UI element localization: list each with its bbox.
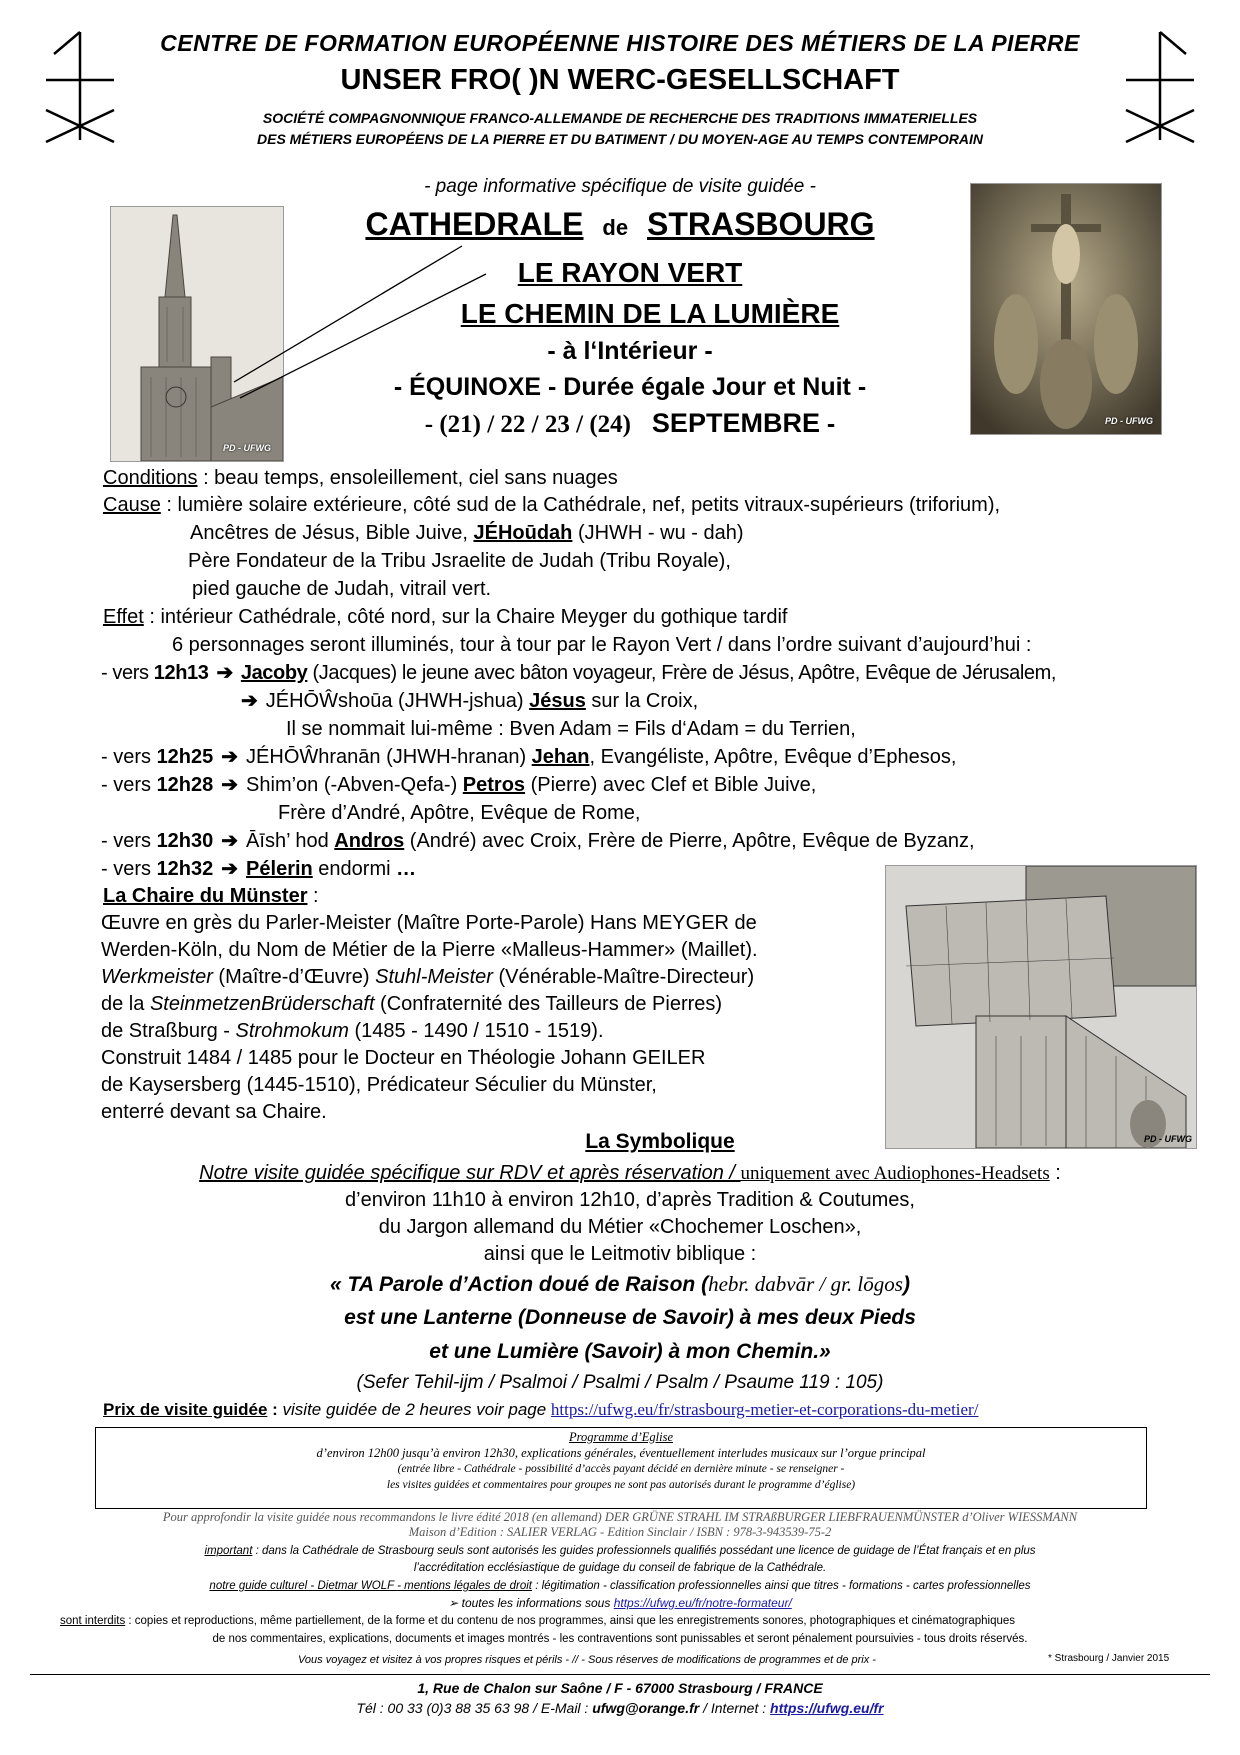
symbolique-colon: : — [1049, 1162, 1061, 1184]
photo-credit-right: PD - UFWG — [1105, 416, 1153, 426]
month-text: SEPTEMBRE — [651, 408, 820, 438]
row-text: JÉHŌŴshoūa (JHWH-jshua) — [265, 690, 530, 712]
cause-text: : lumière solaire extérieure, côté sud de la Cathédrale, nef, petits vitraux-supérieurs (triforium), — [160, 494, 1001, 516]
cathedral-title-b: STRASBOURG — [646, 206, 875, 242]
schedule-row-6: Frère d’André, Apôtre, Evêque de Rome, — [278, 802, 641, 824]
chaire-text: (1485 - 1490 / 1510 - 1519). — [348, 1020, 604, 1042]
row-prefix: - vers — [101, 774, 157, 796]
row-time: 12h28 — [156, 774, 214, 796]
quote-line-3: et une Lumière (Savoir) à mon Chemin.» — [429, 1340, 831, 1363]
brotherhood-name: SteinmetzenBrüderschaft — [149, 993, 375, 1015]
programme-line-3: les visites guidées et commentaires pour groupes ne sont pas autorisés durant le programme d’église) — [386, 1479, 856, 1491]
programme-line-2: (entrée libre - Cathédrale - possibilité d’accès payant décidé en dernière minute - se renseigner - — [397, 1463, 845, 1475]
arrow-icon: ➔ — [221, 830, 239, 852]
important-line-2: l’accréditation ecclésiastique de guidage du conseil de fabrique de la Cathédrale. — [413, 1562, 827, 1574]
arrow-icon: ➔ — [241, 690, 258, 712]
conditions-label: Conditions — [103, 467, 198, 489]
chaire-line-5 — [101, 1018, 604, 1044]
date-note: * Strasbourg / Janvier 2015 — [1048, 1653, 1170, 1664]
quote-line-2: est une Lanterne (Donneuse de Savoir) à mes deux Pieds — [344, 1306, 916, 1329]
cause-line-4: pied gauche de Judah, vitrail vert. — [192, 578, 492, 600]
row-text: Shim’on (-Abven-Qefa-) — [246, 774, 463, 796]
center-title: CENTRE DE FORMATION EUROPÉENNE HISTOIRE DES MÉTIERS DE LA PIERRE — [160, 30, 1080, 56]
arrow-icon: ➔ — [221, 774, 239, 796]
quote-paren: ) — [902, 1273, 910, 1296]
ellipsis: … — [396, 858, 417, 880]
row-time: 12h30 — [156, 830, 214, 852]
interdits-text: : copies et reproductions, même partiellement, de la forme et du contenu de nos programmes, ainsi que les enregistrements sonores, photographiques et cinématographiques — [125, 1615, 1016, 1627]
address: 1, Rue de Chalon sur Saône / F - 67000 Strasbourg / FRANCE — [417, 1680, 823, 1696]
quote-text: « TA Parole d’Action doué de Raison ( — [330, 1273, 709, 1296]
photo-credit-left: PD - UFWG — [223, 443, 271, 453]
info-line — [0, 1595, 1240, 1611]
arrow-icon: ➔ — [221, 858, 239, 880]
person-name-pelerin: Pélerin — [246, 858, 313, 880]
strohmokum: Strohmokum — [235, 1020, 349, 1042]
cathedral-title-a: CATHEDRALE — [365, 206, 584, 242]
symbolique-title: La Symbolique — [585, 1130, 735, 1153]
schedule-row-7 — [101, 828, 975, 854]
dates-title — [0, 408, 1240, 439]
arrow-icon: ➔ — [221, 746, 239, 768]
row-time: 12h13 — [153, 662, 209, 684]
cause-line-2 — [190, 520, 744, 546]
cause-label: Cause — [103, 494, 161, 516]
prix-colon: : — [267, 1400, 278, 1419]
row-text: (Pierre) avec Clef et Bible Juive, — [525, 774, 817, 796]
dates-text: - (21) / 22 / 23 / (24) — [424, 411, 631, 438]
chaire-line-1: Œuvre en grès du Parler-Meister (Maître Porte-Parole) Hans MEYGER de — [101, 912, 757, 934]
interdits-line-2: de nos commentaires, explications, documents et images montrés - les contraventions sont punissables et seront pénalement poursuivies - tous droits réservés. — [212, 1633, 1028, 1645]
row-text: Āīsh’ hod — [246, 830, 335, 852]
symbolique-text: Notre visite guidée spécifique sur RDV et après réservation / — [199, 1162, 741, 1184]
person-name-jehan: Jehan — [531, 746, 590, 768]
quote-hebrew-greek: hebr. dabvār / gr. lōgos — [708, 1272, 903, 1296]
schedule-row-5 — [101, 772, 816, 798]
chaire-text: (Vénérable-Maître-Directeur) — [492, 966, 755, 988]
page-info: - page informative spécifique de visite guidée - — [424, 176, 816, 197]
chaire-title-colon: : — [307, 885, 319, 907]
row-prefix: - vers — [101, 662, 154, 684]
contact-tel: Tél : 00 33 (0)3 88 35 63 98 / E-Mail : — [356, 1700, 593, 1716]
book-publisher: Maison d’Edition : SALIER VERLAG - Edition Sinclair / ISBN : 978-3-943539-75-2 — [408, 1525, 832, 1539]
chaire-text: de la — [101, 993, 150, 1015]
person-name-andros: Andros — [334, 830, 405, 852]
person-name-jesus: Jésus — [529, 690, 586, 712]
formateur-link[interactable]: https://ufwg.eu/fr/notre-formateur/ — [613, 1596, 792, 1610]
schedule-row-1 — [101, 660, 1056, 686]
symbolique-line-3: du Jargon allemand du Métier «Chochemer Loschen», — [378, 1216, 862, 1238]
row-text: (Jacques) le jeune avec bâton voyageur, Frère de Jésus, Apôtre, Evêque de Jérusalem, — [307, 662, 1057, 684]
row-text: endormi — [312, 858, 397, 880]
chemin-lumiere-title: LE CHEMIN DE LA LUMIÈRE — [460, 298, 840, 329]
contact-internet-label: / Internet : — [699, 1700, 771, 1716]
programme-box — [95, 1427, 1147, 1509]
risques-line: Vous voyagez et visitez à vos propres risques et périls - // - Sous réserves de modifications de programmes et de prix - — [298, 1654, 876, 1666]
arrow-icon: ➔ — [216, 662, 233, 684]
prix-line — [103, 1400, 978, 1420]
website-link[interactable]: https://ufwg.eu/fr — [770, 1700, 884, 1716]
footer-divider — [30, 1674, 1210, 1675]
contact-email[interactable]: ufwg@orange.fr — [592, 1700, 700, 1716]
important-line — [0, 1543, 1240, 1559]
society-name: UNSER FRO( )N WERC-GESELLSCHAFT — [340, 64, 900, 96]
effet-label: Effet — [103, 606, 144, 628]
cathedral-title-de: de — [602, 215, 629, 240]
important-text: : dans la Cathédrale de Strasbourg seuls sont autorisés les guides professionnels qualifiés possédant une licence de guidage de l’État français et en plus — [252, 1545, 1036, 1557]
werkmeister: Werkmeister — [101, 966, 213, 988]
schedule-row-3: Il se nommait lui-même : Bven Adam = Fils d‘Adam = du Terrien, — [286, 718, 856, 740]
chaire-title-line — [103, 883, 319, 909]
programme-line-1: d’environ 12h00 jusqu’à environ 12h30, explications générales, éventuellement interludes musicaux sur l’orgue principal — [316, 1446, 926, 1460]
audiophones-note: uniquement avec Audiophones-Headsets — [740, 1163, 1050, 1184]
quote-reference: (Sefer Tehil-ijm / Psalmoi / Psalmi / Psalm / Psaume 119 : 105) — [356, 1372, 884, 1393]
person-name-jacoby: Jacoby — [240, 662, 308, 684]
row-time: 12h25 — [156, 746, 214, 768]
stuhl-meister: Stuhl-Meister — [375, 966, 493, 988]
person-name-petros: Petros — [462, 774, 526, 796]
interieur-title: - à l‘Intérieur - — [547, 337, 713, 365]
prix-link[interactable]: https://ufwg.eu/fr/strasbourg-metier-et-corporations-du-metier/ — [550, 1400, 979, 1419]
cause-line-3: Père Fondateur de la Tribu Jsraelite de Judah (Tribu Royale), — [188, 550, 731, 572]
photo-credit-chaire: PD - UFWG — [1144, 1134, 1192, 1144]
society-subtitle-2: DES MÉTIERS EUROPÉENS DE LA PIERRE ET DU BATIMENT / DU MOYEN-AGE AU TEMPS CONTEMPORAIN — [257, 131, 983, 147]
chaire-text: de Straßburg - — [101, 1020, 236, 1042]
row-time: 12h32 — [156, 858, 214, 880]
chaire-pulpit-engraving-image — [885, 865, 1197, 1149]
schedule-row-2 — [241, 688, 698, 714]
book-recommendation: Pour approfondir la visite guidée nous recommandons le livre édité 2018 (en allemand) DER GRÜNE STRAHL IM STRAßBURGER LIEBFRAUENMÜNSTER d’Oliver WIESSMANN — [162, 1510, 1078, 1524]
programme-title: Programme d’Eglise — [568, 1430, 674, 1444]
society-subtitle-1: SOCIÉTÉ COMPAGNONNIQUE FRANCO-ALLEMANDE DE RECHERCHE DES TRADITIONS IMMATERIELLES — [262, 110, 978, 126]
chaire-line-2: Werden-Köln, du Nom de Métier de la Pierre «Malleus-Hammer» (Maillet). — [101, 939, 758, 961]
cause-l2a: Ancêtres de Jésus, Bible Juive, — [190, 522, 474, 544]
row-text: sur la Croix, — [585, 690, 699, 712]
effet-line-2: 6 personnages seront illuminés, tour à tour par le Rayon Vert / dans l’ordre suivant d’aujourd’hui : — [172, 634, 1032, 656]
interdits-line — [60, 1615, 1015, 1627]
guide-line — [0, 1578, 1240, 1594]
bullet-arrow-icon: ➢ — [448, 1596, 459, 1610]
symbolique-line-2: d’environ 11h10 à environ 12h10, d’après Tradition & Coutumes, — [345, 1189, 915, 1211]
guide-label: notre guide culturel - Dietmar WOLF - mentions légales de droit — [209, 1580, 532, 1592]
contact-line — [0, 1700, 1240, 1716]
symbolique-line-1 — [0, 1160, 1240, 1187]
row-text: JÉHŌŴhranān (JHWH-hranan) — [246, 746, 532, 768]
effet-text: : intérieur Cathédrale, côté nord, sur la Chaire Meyger du gothique tardif — [143, 606, 788, 628]
judah-name: JÉHoūdah — [473, 522, 573, 544]
prix-label: Prix de visite guidée — [103, 1400, 268, 1419]
cathedral-title — [0, 206, 1240, 243]
schedule-row-8 — [101, 856, 416, 882]
row-text: (André) avec Croix, Frère de Pierre, Apôtre, Evêque de Byzanz, — [404, 830, 975, 852]
equinoxe-title: - ÉQUINOXE - Durée égale Jour et Nuit - — [393, 373, 867, 401]
row-prefix: - vers — [101, 858, 157, 880]
info-text: toutes les informations sous — [458, 1596, 614, 1610]
row-prefix: - vers — [101, 746, 157, 768]
effet-line — [103, 604, 787, 630]
prix-text: visite guidée de 2 heures voir page — [277, 1400, 551, 1419]
conditions-line — [103, 465, 618, 491]
schedule-row-4 — [101, 744, 956, 770]
cause-l2c: (JHWH - wu - dah) — [572, 522, 744, 544]
chaire-text: (Confraternité des Tailleurs de Pierres) — [374, 993, 723, 1015]
quote-line-1 — [0, 1272, 1240, 1297]
important-label: important — [204, 1545, 253, 1557]
interdits-label: sont interdits — [60, 1615, 126, 1627]
row-prefix: - vers — [101, 830, 157, 852]
chaire-line-8: enterré devant sa Chaire. — [101, 1101, 327, 1123]
chaire-line-4 — [101, 991, 722, 1017]
chaire-title: La Chaire du Münster — [103, 885, 308, 907]
row-text: , Evangéliste, Apôtre, Evêque d’Ephesos, — [589, 746, 957, 768]
chaire-line-6: Construit 1484 / 1485 pour le Docteur en Théologie Johann GEILER — [101, 1047, 706, 1069]
symbolique-line-4: ainsi que le Leitmotiv biblique : — [483, 1243, 757, 1265]
dates-end: - — [826, 410, 836, 438]
rayon-vert-title: LE RAYON VERT — [517, 257, 743, 288]
chaire-line-7: de Kaysersberg (1445-1510), Prédicateur Séculier du Münster, — [101, 1074, 657, 1096]
guide-text: : légitimation - classification professionnelles ainsi que titres - formations - cartes professionnelles — [532, 1580, 1031, 1592]
conditions-text: : beau temps, ensoleillement, ciel sans nuages — [197, 467, 618, 489]
cause-line — [103, 492, 1000, 518]
chaire-line-3 — [101, 964, 754, 990]
chaire-text: (Maître-d’Œuvre) — [212, 966, 376, 988]
